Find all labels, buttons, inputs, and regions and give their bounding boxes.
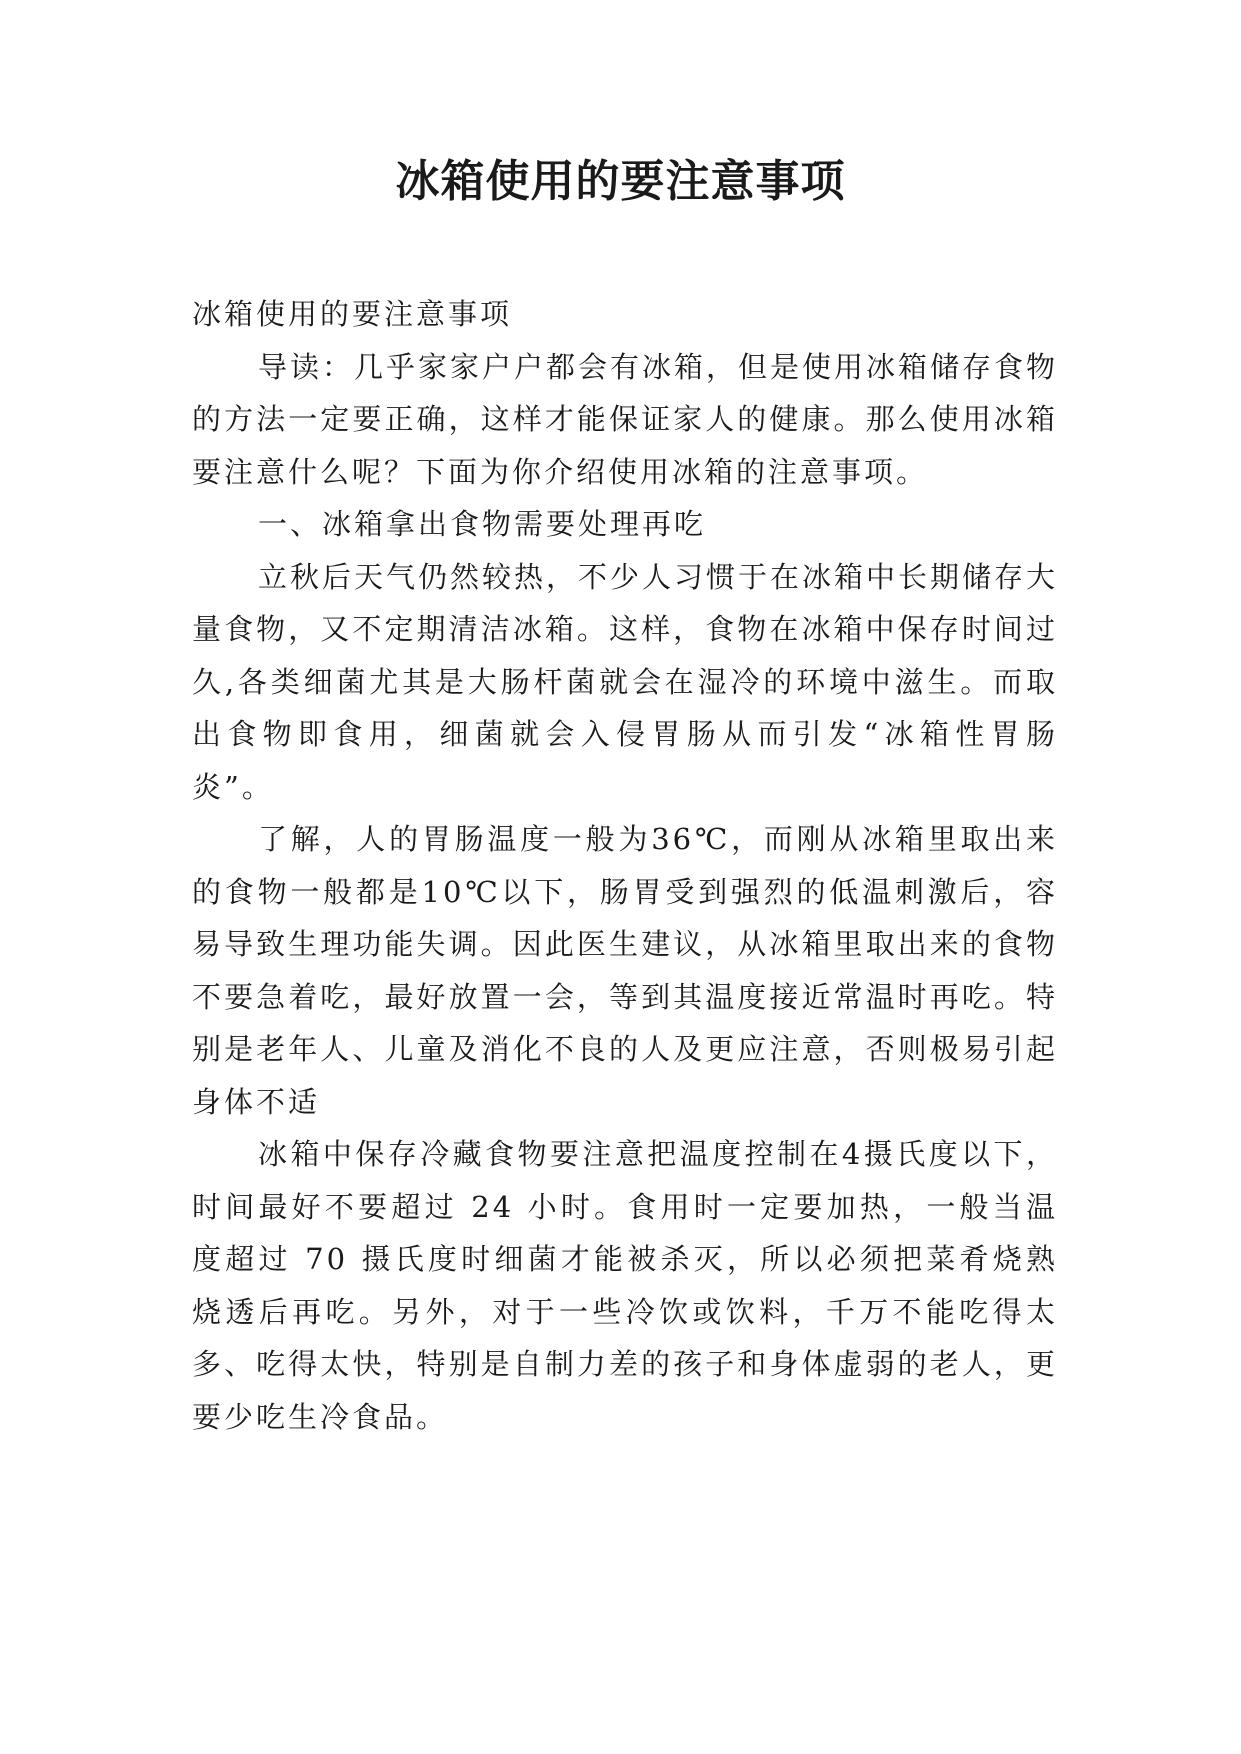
body-paragraph: 了解，人的胃肠温度一般为36℃，而刚从冰箱里取出来的食物一般都是10℃以下，肠胃受到强烈的低温刺激后，容易导致生理功能失调。因此医生建议，从冰箱里取出来的食物不要急着吃，最好放置一会，等到其温度接近常温时再吃。特别是老年人、儿童及消化不良的人及更应注意，否则极易引起身体不适	[192, 822, 1058, 1119]
body-paragraph: 立秋后天气仍然较热，不少人习惯于在冰箱中长期储存大量食物，又不定期清洁冰箱。这样，食物在冰箱中保存时间过久,各类细菌尤其是大肠杆菌就会在湿冷的环境中滋生。而取出食物即食用，细菌就会入侵胃肠从而引发“冰箱性胃肠炎”。	[192, 559, 1059, 804]
document-body	[192, 288, 1058, 1443]
document-title: 冰箱使用的要注意事项	[395, 156, 846, 207]
section-heading: 一、冰箱拿出食物需要处理再吃	[258, 507, 707, 541]
subtitle-paragraph: 冰箱使用的要注意事项	[192, 297, 513, 331]
intro-paragraph: 导读：几乎家家户户都会有冰箱，但是使用冰箱储存食物的方法一定要正确，这样才能保证家人的健康。那么使用冰箱要注意什么呢？下面为你介绍使用冰箱的注意事项。	[192, 349, 1059, 489]
body-paragraph: 冰箱中保存冷藏食物要注意把温度控制在4摄氏度以下，时间最好不要超过 24 小时。食用时一定要加热，一般当温度超过 70 摄氏度时细菌才能被杀灭，所以必须把菜肴烧熟烧透后再吃。另外，对于一些冷饮或饮料，千万不能吃得太多、吃得太快，特别是自制力差的孩子和身体虚弱的老人，更要少吃生冷食品。	[192, 1137, 1058, 1434]
